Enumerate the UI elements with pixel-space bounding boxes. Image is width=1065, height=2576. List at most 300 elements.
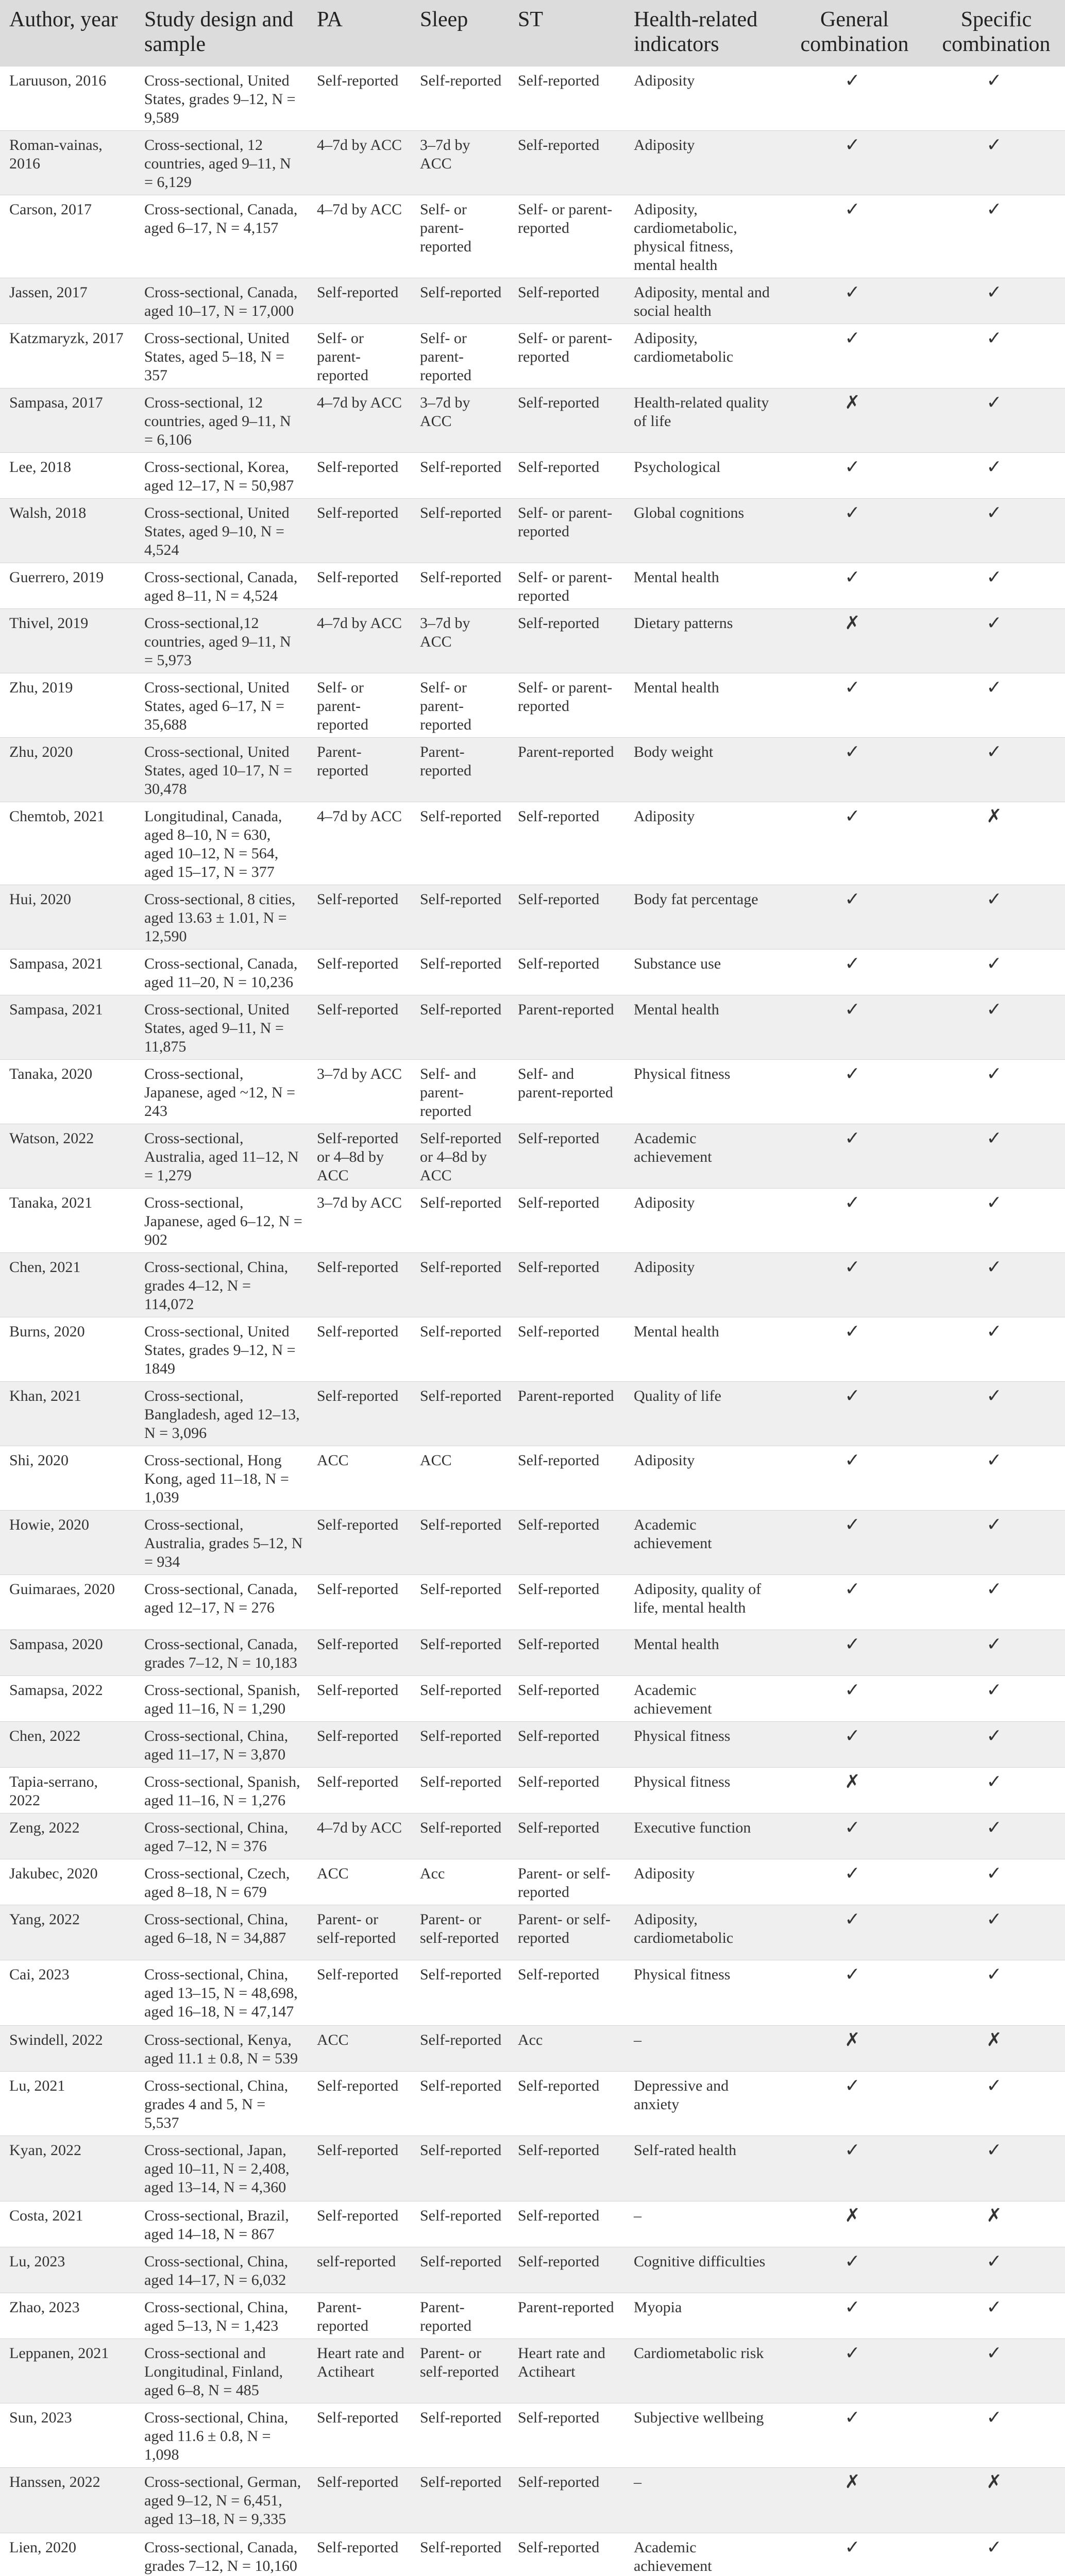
- cell-general: ✓: [782, 1721, 923, 1767]
- table-row: [0, 2467, 1065, 2533]
- cell-general: ✓: [782, 2403, 923, 2467]
- cell-general: ✓: [782, 324, 923, 388]
- cell-health: Adiposity: [624, 1859, 782, 1905]
- cell-design: Cross-sectional, Japanese, aged 6–12, N = 902: [135, 1188, 308, 1252]
- cell-health: Mental health: [624, 1630, 782, 1675]
- cell-sleep: Self-reported: [411, 1574, 509, 1630]
- cell-author: Leppanen, 2021: [0, 2338, 135, 2403]
- cell-specific: ✓: [923, 278, 1065, 324]
- cell-sleep: Self-reported: [411, 1188, 509, 1252]
- cell-design: Cross-sectional, Canada, grades 7–12, N = 10,183: [135, 1630, 308, 1675]
- cell-author: Guimaraes, 2020: [0, 1574, 135, 1630]
- cell-design: Cross-sectional, Spanish, aged 11–16, N = 1,290: [135, 1675, 308, 1721]
- cell-design: Cross-sectional, United States, grades 9–12, N = 1849: [135, 1317, 308, 1381]
- cell-health: Adiposity: [624, 130, 782, 195]
- cell-design: Cross-sectional, Canada, aged 8–11, N = 4,524: [135, 563, 308, 608]
- cell-general: ✓: [782, 885, 923, 949]
- cell-st: Self-reported: [509, 388, 624, 452]
- cell-design: Cross-sectional, Czech, aged 8–18, N = 679: [135, 1859, 308, 1905]
- cell-pa: Self-reported: [308, 2533, 411, 2576]
- cell-sleep: Self-reported: [411, 1252, 509, 1317]
- cell-specific: ✓: [923, 1905, 1065, 1960]
- cell-design: Cross-sectional, United States, aged 9–10, N = 4,524: [135, 498, 308, 563]
- cell-design: Cross-sectional, China, aged 14–17, N = 6,032: [135, 2247, 308, 2293]
- cell-health: –: [624, 2201, 782, 2247]
- table-row: [0, 949, 1065, 995]
- cell-st: Self-reported: [509, 2467, 624, 2533]
- cell-design: Cross-sectional, United States, aged 6–17, N = 35,688: [135, 673, 308, 737]
- table-row: [0, 1905, 1065, 1960]
- table-row: [0, 1446, 1065, 1510]
- cell-specific: ✓: [923, 2136, 1065, 2201]
- cell-design: Cross-sectional, United States, aged 10–17, N = 30,478: [135, 737, 308, 802]
- cell-author: Jakubec, 2020: [0, 1859, 135, 1905]
- cell-pa: Self-reported: [308, 1960, 411, 2025]
- table-row: [0, 1317, 1065, 1381]
- cell-pa: Heart rate and Actiheart: [308, 2338, 411, 2403]
- cell-author: Tanaka, 2021: [0, 1188, 135, 1252]
- table-row: [0, 2201, 1065, 2247]
- cell-author: Chen, 2022: [0, 1721, 135, 1767]
- cell-specific: ✓: [923, 2247, 1065, 2293]
- table-row: [0, 388, 1065, 452]
- cell-st: Parent-reported: [509, 2293, 624, 2338]
- cell-sleep: Self-reported: [411, 2403, 509, 2467]
- cell-st: Self- or parent-reported: [509, 563, 624, 608]
- cell-specific: ✓: [923, 1767, 1065, 1813]
- cell-design: Cross-sectional,12 countries, aged 9–11, N = 5,973: [135, 608, 308, 673]
- cell-design: Cross-sectional, China, aged 6–18, N = 34,887: [135, 1905, 308, 1960]
- cell-specific: ✓: [923, 1813, 1065, 1859]
- cell-sleep: Parent-reported: [411, 2293, 509, 2338]
- cell-general: ✓: [782, 1960, 923, 2025]
- cell-pa: ACC: [308, 1859, 411, 1905]
- cell-pa: 4–7d by ACC: [308, 1813, 411, 1859]
- cell-design: Cross-sectional, China, aged 7–12, N = 376: [135, 1813, 308, 1859]
- cell-author: Carson, 2017: [0, 195, 135, 278]
- cell-pa: 4–7d by ACC: [308, 130, 411, 195]
- cell-design: Cross-sectional, Kenya, aged 11.1 ± 0.8, N = 539: [135, 2025, 308, 2071]
- cell-author: Lu, 2021: [0, 2071, 135, 2136]
- header-st: ST: [518, 8, 544, 31]
- cell-design: Cross-sectional, Australia, grades 5–12, N = 934: [135, 1510, 308, 1574]
- cell-pa: Self-reported: [308, 563, 411, 608]
- cell-sleep: Self-reported: [411, 2025, 509, 2071]
- cell-specific: ✓: [923, 1446, 1065, 1510]
- cell-author: Lien, 2020: [0, 2533, 135, 2576]
- cell-st: Self- or parent-reported: [509, 673, 624, 737]
- cell-author: Zeng, 2022: [0, 1813, 135, 1859]
- cell-general: ✓: [782, 66, 923, 130]
- cell-specific: ✓: [923, 995, 1065, 1059]
- cell-sleep: Parent- or self-reported: [411, 2338, 509, 2403]
- header-general: General combination: [800, 8, 909, 56]
- cell-specific: ✓: [923, 1059, 1065, 1124]
- cell-st: Self-reported: [509, 949, 624, 995]
- cell-pa: self-reported: [308, 2247, 411, 2293]
- cell-st: Self-reported: [509, 1574, 624, 1630]
- cell-health: Mental health: [624, 673, 782, 737]
- cell-pa: Self-reported: [308, 278, 411, 324]
- table-row: [0, 195, 1065, 278]
- cell-general: ✓: [782, 1905, 923, 1960]
- cell-general: ✓: [782, 1059, 923, 1124]
- cell-sleep: 3–7d by ACC: [411, 388, 509, 452]
- cell-pa: Self-reported: [308, 1317, 411, 1381]
- cell-st: Heart rate and Actiheart: [509, 2338, 624, 2403]
- cell-st: Self-reported: [509, 2533, 624, 2576]
- cell-specific: ✓: [923, 452, 1065, 498]
- table-row: [0, 2071, 1065, 2136]
- cell-pa: 4–7d by ACC: [308, 608, 411, 673]
- cell-specific: ✗: [923, 2467, 1065, 2533]
- cell-author: Khan, 2021: [0, 1381, 135, 1446]
- cell-sleep: Self-reported: [411, 452, 509, 498]
- cell-sleep: Self-reported: [411, 2071, 509, 2136]
- table-row: [0, 885, 1065, 949]
- cell-pa: Self-reported: [308, 1675, 411, 1721]
- cell-design: Cross-sectional, United States, grades 9–12, N = 9,589: [135, 66, 308, 130]
- cell-health: Academic achievement: [624, 2533, 782, 2576]
- cell-pa: Parent-reported: [308, 2293, 411, 2338]
- cell-st: Parent- or self-reported: [509, 1905, 624, 1960]
- cell-health: Quality of life: [624, 1381, 782, 1446]
- header-sleep: Sleep: [420, 8, 468, 31]
- cell-st: Self- and parent-reported: [509, 1059, 624, 1124]
- cell-sleep: Self- or parent-reported: [411, 324, 509, 388]
- cell-specific: ✗: [923, 802, 1065, 885]
- cell-author: Jassen, 2017: [0, 278, 135, 324]
- cell-health: Global cognitions: [624, 498, 782, 563]
- cell-pa: 3–7d by ACC: [308, 1059, 411, 1124]
- cell-sleep: 3–7d by ACC: [411, 130, 509, 195]
- cell-general: ✓: [782, 2338, 923, 2403]
- cell-design: Cross-sectional, German, aged 9–12, N = 6,451, aged 13–18, N = 9,335: [135, 2467, 308, 2533]
- table-row: [0, 1381, 1065, 1446]
- cell-specific: ✓: [923, 130, 1065, 195]
- cell-author: Katzmaryzk, 2017: [0, 324, 135, 388]
- cell-sleep: Self- or parent-reported: [411, 673, 509, 737]
- cell-sleep: Self-reported: [411, 1960, 509, 2025]
- cell-st: Self-reported: [509, 885, 624, 949]
- cell-author: Walsh, 2018: [0, 498, 135, 563]
- cell-design: Cross-sectional, 12 countries, aged 9–11, N = 6,106: [135, 388, 308, 452]
- cell-author: Sampasa, 2017: [0, 388, 135, 452]
- cell-pa: Self-reported: [308, 2467, 411, 2533]
- table-row: [0, 130, 1065, 195]
- cell-sleep: Self-reported: [411, 1381, 509, 1446]
- cell-health: Executive function: [624, 1813, 782, 1859]
- cell-author: Hanssen, 2022: [0, 2467, 135, 2533]
- cell-st: Self-reported: [509, 1675, 624, 1721]
- cell-health: Mental health: [624, 995, 782, 1059]
- cell-health: Mental health: [624, 1317, 782, 1381]
- cell-sleep: Self-reported: [411, 995, 509, 1059]
- cell-pa: 4–7d by ACC: [308, 388, 411, 452]
- cell-general: ✓: [782, 995, 923, 1059]
- cell-sleep: Parent-reported: [411, 737, 509, 802]
- cell-general: ✓: [782, 1675, 923, 1721]
- cell-author: Sampasa, 2021: [0, 949, 135, 995]
- cell-sleep: Parent- or self-reported: [411, 1905, 509, 1960]
- cell-author: Zhu, 2019: [0, 673, 135, 737]
- cell-specific: ✓: [923, 1188, 1065, 1252]
- table-row: [0, 1767, 1065, 1813]
- cell-health: Adiposity: [624, 1446, 782, 1510]
- cell-design: Cross-sectional, 8 cities, aged 13.63 ± 1.01, N = 12,590: [135, 885, 308, 949]
- cell-st: Self-reported: [509, 1721, 624, 1767]
- cell-health: Body fat percentage: [624, 885, 782, 949]
- cell-sleep: Self-reported: [411, 2247, 509, 2293]
- cell-st: Self-reported: [509, 2403, 624, 2467]
- cell-st: Self-reported: [509, 2247, 624, 2293]
- table-row: [0, 673, 1065, 737]
- table-row: [0, 1510, 1065, 1574]
- cell-general: ✓: [782, 1317, 923, 1381]
- cell-pa: Self-reported: [308, 2071, 411, 2136]
- cell-pa: Self-reported: [308, 1510, 411, 1574]
- cell-pa: Self-reported: [308, 949, 411, 995]
- cell-general: ✓: [782, 195, 923, 278]
- cell-st: Self-reported: [509, 1252, 624, 1317]
- cell-design: Cross-sectional, China, aged 11.6 ± 0.8, N = 1,098: [135, 2403, 308, 2467]
- cell-pa: 3–7d by ACC: [308, 1188, 411, 1252]
- cell-sleep: Self-reported: [411, 498, 509, 563]
- cell-sleep: Self-reported: [411, 1630, 509, 1675]
- cell-health: Substance use: [624, 949, 782, 995]
- cell-general: ✓: [782, 563, 923, 608]
- cell-author: Sun, 2023: [0, 2403, 135, 2467]
- table-row: [0, 1124, 1065, 1188]
- cell-pa: Self-reported: [308, 452, 411, 498]
- cell-health: Physical fitness: [624, 1960, 782, 2025]
- cell-health: Academic achievement: [624, 1124, 782, 1188]
- cell-sleep: Self- and parent-reported: [411, 1059, 509, 1124]
- cell-st: Self-reported: [509, 2201, 624, 2247]
- cell-st: Parent-reported: [509, 737, 624, 802]
- cell-design: Cross-sectional, Japanese, aged ~12, N = 243: [135, 1059, 308, 1124]
- cell-st: Self-reported: [509, 1767, 624, 1813]
- cell-st: Self-reported: [509, 1630, 624, 1675]
- cell-pa: Self-reported: [308, 1381, 411, 1446]
- cell-sleep: Self-reported: [411, 2533, 509, 2576]
- cell-health: Adiposity, cardiometabolic: [624, 324, 782, 388]
- cell-pa: Self-reported: [308, 1721, 411, 1767]
- cell-pa: Self-reported: [308, 1767, 411, 1813]
- cell-specific: ✓: [923, 2338, 1065, 2403]
- cell-health: Physical fitness: [624, 1721, 782, 1767]
- cell-general: ✓: [782, 278, 923, 324]
- cell-st: Self-reported: [509, 1188, 624, 1252]
- cell-design: Cross-sectional, Australia, aged 11–12, N = 1,279: [135, 1124, 308, 1188]
- cell-specific: ✓: [923, 1859, 1065, 1905]
- cell-st: Acc: [509, 2025, 624, 2071]
- cell-st: Self- or parent-reported: [509, 324, 624, 388]
- cell-design: Cross-sectional, Brazil, aged 14–18, N = 867: [135, 2201, 308, 2247]
- cell-design: Cross-sectional, China, aged 11–17, N = 3,870: [135, 1721, 308, 1767]
- table-row: [0, 452, 1065, 498]
- cell-general: ✓: [782, 1859, 923, 1905]
- cell-author: Guerrero, 2019: [0, 563, 135, 608]
- cell-general: ✗: [782, 2201, 923, 2247]
- cell-health: Mental health: [624, 563, 782, 608]
- cell-sleep: Self-reported: [411, 563, 509, 608]
- cell-sleep: Self-reported: [411, 1317, 509, 1381]
- cell-st: Self-reported: [509, 1317, 624, 1381]
- cell-pa: Self-reported: [308, 1252, 411, 1317]
- cell-sleep: ACC: [411, 1446, 509, 1510]
- cell-pa: Self-reported: [308, 2136, 411, 2201]
- cell-general: ✓: [782, 1574, 923, 1630]
- cell-general: ✓: [782, 2136, 923, 2201]
- table-row: [0, 2338, 1065, 2403]
- cell-specific: ✓: [923, 885, 1065, 949]
- cell-design: Cross-sectional, Spanish, aged 11–16, N = 1,276: [135, 1767, 308, 1813]
- cell-author: Cai, 2023: [0, 1960, 135, 2025]
- cell-general: ✓: [782, 1124, 923, 1188]
- cell-pa: ACC: [308, 2025, 411, 2071]
- cell-specific: ✓: [923, 608, 1065, 673]
- cell-specific: ✓: [923, 1675, 1065, 1721]
- cell-pa: Self- or parent-reported: [308, 673, 411, 737]
- cell-health: Adiposity: [624, 1252, 782, 1317]
- cell-general: ✓: [782, 2071, 923, 2136]
- cell-health: Academic achievement: [624, 1675, 782, 1721]
- cell-specific: ✓: [923, 2071, 1065, 2136]
- cell-health: Adiposity: [624, 66, 782, 130]
- cell-general: ✓: [782, 1446, 923, 1510]
- cell-pa: Self-reported: [308, 66, 411, 130]
- cell-sleep: Self-reported: [411, 2136, 509, 2201]
- cell-st: Self- or parent-reported: [509, 498, 624, 563]
- cell-design: Cross-sectional, Canada, aged 12–17, N = 276: [135, 1574, 308, 1630]
- cell-general: ✓: [782, 949, 923, 995]
- header-pa: PA: [317, 8, 343, 31]
- cell-pa: Self- or parent-reported: [308, 324, 411, 388]
- table-row: [0, 737, 1065, 802]
- table-row: [0, 1813, 1065, 1859]
- table-row: [0, 1574, 1065, 1630]
- cell-author: Thivel, 2019: [0, 608, 135, 673]
- cell-author: Shi, 2020: [0, 1446, 135, 1510]
- cell-health: –: [624, 2467, 782, 2533]
- cell-specific: ✓: [923, 324, 1065, 388]
- cell-design: Cross-sectional, Bangladesh, aged 12–13, N = 3,096: [135, 1381, 308, 1446]
- header-health: Health-related indicators: [634, 8, 758, 56]
- cell-health: Cognitive difficulties: [624, 2247, 782, 2293]
- cell-sleep: Self-reported: [411, 1675, 509, 1721]
- cell-pa: ACC: [308, 1446, 411, 1510]
- cell-author: Chen, 2021: [0, 1252, 135, 1317]
- cell-st: Self-reported: [509, 130, 624, 195]
- cell-sleep: Self-reported: [411, 2467, 509, 2533]
- cell-specific: ✓: [923, 498, 1065, 563]
- cell-pa: 4–7d by ACC: [308, 195, 411, 278]
- table-row: [0, 608, 1065, 673]
- cell-specific: ✗: [923, 2025, 1065, 2071]
- table-row: [0, 2293, 1065, 2338]
- table-row: [0, 563, 1065, 608]
- cell-general: ✓: [782, 802, 923, 885]
- cell-sleep: Self-reported: [411, 2201, 509, 2247]
- cell-sleep: Self-reported: [411, 802, 509, 885]
- cell-health: Depressive and anxiety: [624, 2071, 782, 2136]
- cell-specific: ✓: [923, 563, 1065, 608]
- cell-pa: Self-reported: [308, 995, 411, 1059]
- cell-pa: Self-reported: [308, 498, 411, 563]
- cell-health: Psychological: [624, 452, 782, 498]
- cell-st: Self-reported: [509, 2071, 624, 2136]
- cell-author: Tapia-serrano, 2022: [0, 1767, 135, 1813]
- cell-pa: Parent- or self-reported: [308, 1905, 411, 1960]
- cell-st: Self-reported: [509, 1813, 624, 1859]
- table-row: [0, 324, 1065, 388]
- cell-author: Lee, 2018: [0, 452, 135, 498]
- cell-health: –: [624, 2025, 782, 2071]
- cell-author: Yang, 2022: [0, 1905, 135, 1960]
- cell-design: Cross-sectional, Hong Kong, aged 11–18, N = 1,039: [135, 1446, 308, 1510]
- cell-st: Self-reported: [509, 1510, 624, 1574]
- cell-health: Adiposity: [624, 1188, 782, 1252]
- cell-health: Adiposity, mental and social health: [624, 278, 782, 324]
- table-row: [0, 1960, 1065, 2025]
- cell-sleep: Self-reported: [411, 1510, 509, 1574]
- table-row: [0, 995, 1065, 1059]
- cell-general: ✓: [782, 2533, 923, 2576]
- cell-sleep: Self-reported: [411, 278, 509, 324]
- cell-health: Academic achievement: [624, 1510, 782, 1574]
- table-row: [0, 2136, 1065, 2201]
- cell-pa: Parent-reported: [308, 737, 411, 802]
- cell-author: Roman-vainas, 2016: [0, 130, 135, 195]
- cell-design: Cross-sectional and Longitudinal, Finland, aged 6–8, N = 485: [135, 2338, 308, 2403]
- cell-author: Chemtob, 2021: [0, 802, 135, 885]
- table-header: [0, 0, 1065, 66]
- cell-author: Watson, 2022: [0, 1124, 135, 1188]
- cell-sleep: Self-reported: [411, 885, 509, 949]
- cell-general: ✓: [782, 130, 923, 195]
- cell-design: Cross-sectional, United States, aged 5–18, N = 357: [135, 324, 308, 388]
- cell-specific: ✓: [923, 388, 1065, 452]
- cell-sleep: Self-reported: [411, 1767, 509, 1813]
- table-row: [0, 1188, 1065, 1252]
- cell-specific: ✓: [923, 1510, 1065, 1574]
- table-row: [0, 802, 1065, 885]
- cell-general: ✗: [782, 1767, 923, 1813]
- cell-design: Cross-sectional, Japan, aged 10–11, N = 2,408, aged 13–14, N = 4,360: [135, 2136, 308, 2201]
- cell-specific: ✓: [923, 1574, 1065, 1630]
- table-row: [0, 278, 1065, 324]
- cell-pa: Self-reported: [308, 1574, 411, 1630]
- cell-specific: ✓: [923, 1960, 1065, 2025]
- cell-design: Cross-sectional, 12 countries, aged 9–11, N = 6,129: [135, 130, 308, 195]
- cell-st: Self-reported: [509, 1124, 624, 1188]
- cell-health: Adiposity, cardiometabolic: [624, 1905, 782, 1960]
- cell-health: Self-rated health: [624, 2136, 782, 2201]
- cell-general: ✓: [782, 1188, 923, 1252]
- cell-sleep: Self- or parent-reported: [411, 195, 509, 278]
- cell-design: Cross-sectional, China, aged 13–15, N = 48,698, aged 16–18, N = 47,147: [135, 1960, 308, 2025]
- cell-general: ✓: [782, 673, 923, 737]
- header-design: Study design and sample: [144, 8, 294, 56]
- cell-st: Self- or parent-reported: [509, 195, 624, 278]
- cell-sleep: 3–7d by ACC: [411, 608, 509, 673]
- cell-design: Cross-sectional, China, aged 5–13, N = 1,423: [135, 2293, 308, 2338]
- cell-specific: ✓: [923, 2533, 1065, 2576]
- cell-specific: ✓: [923, 1721, 1065, 1767]
- cell-general: ✓: [782, 1510, 923, 1574]
- cell-design: Cross-sectional, China, grades 4 and 5, N = 5,537: [135, 2071, 308, 2136]
